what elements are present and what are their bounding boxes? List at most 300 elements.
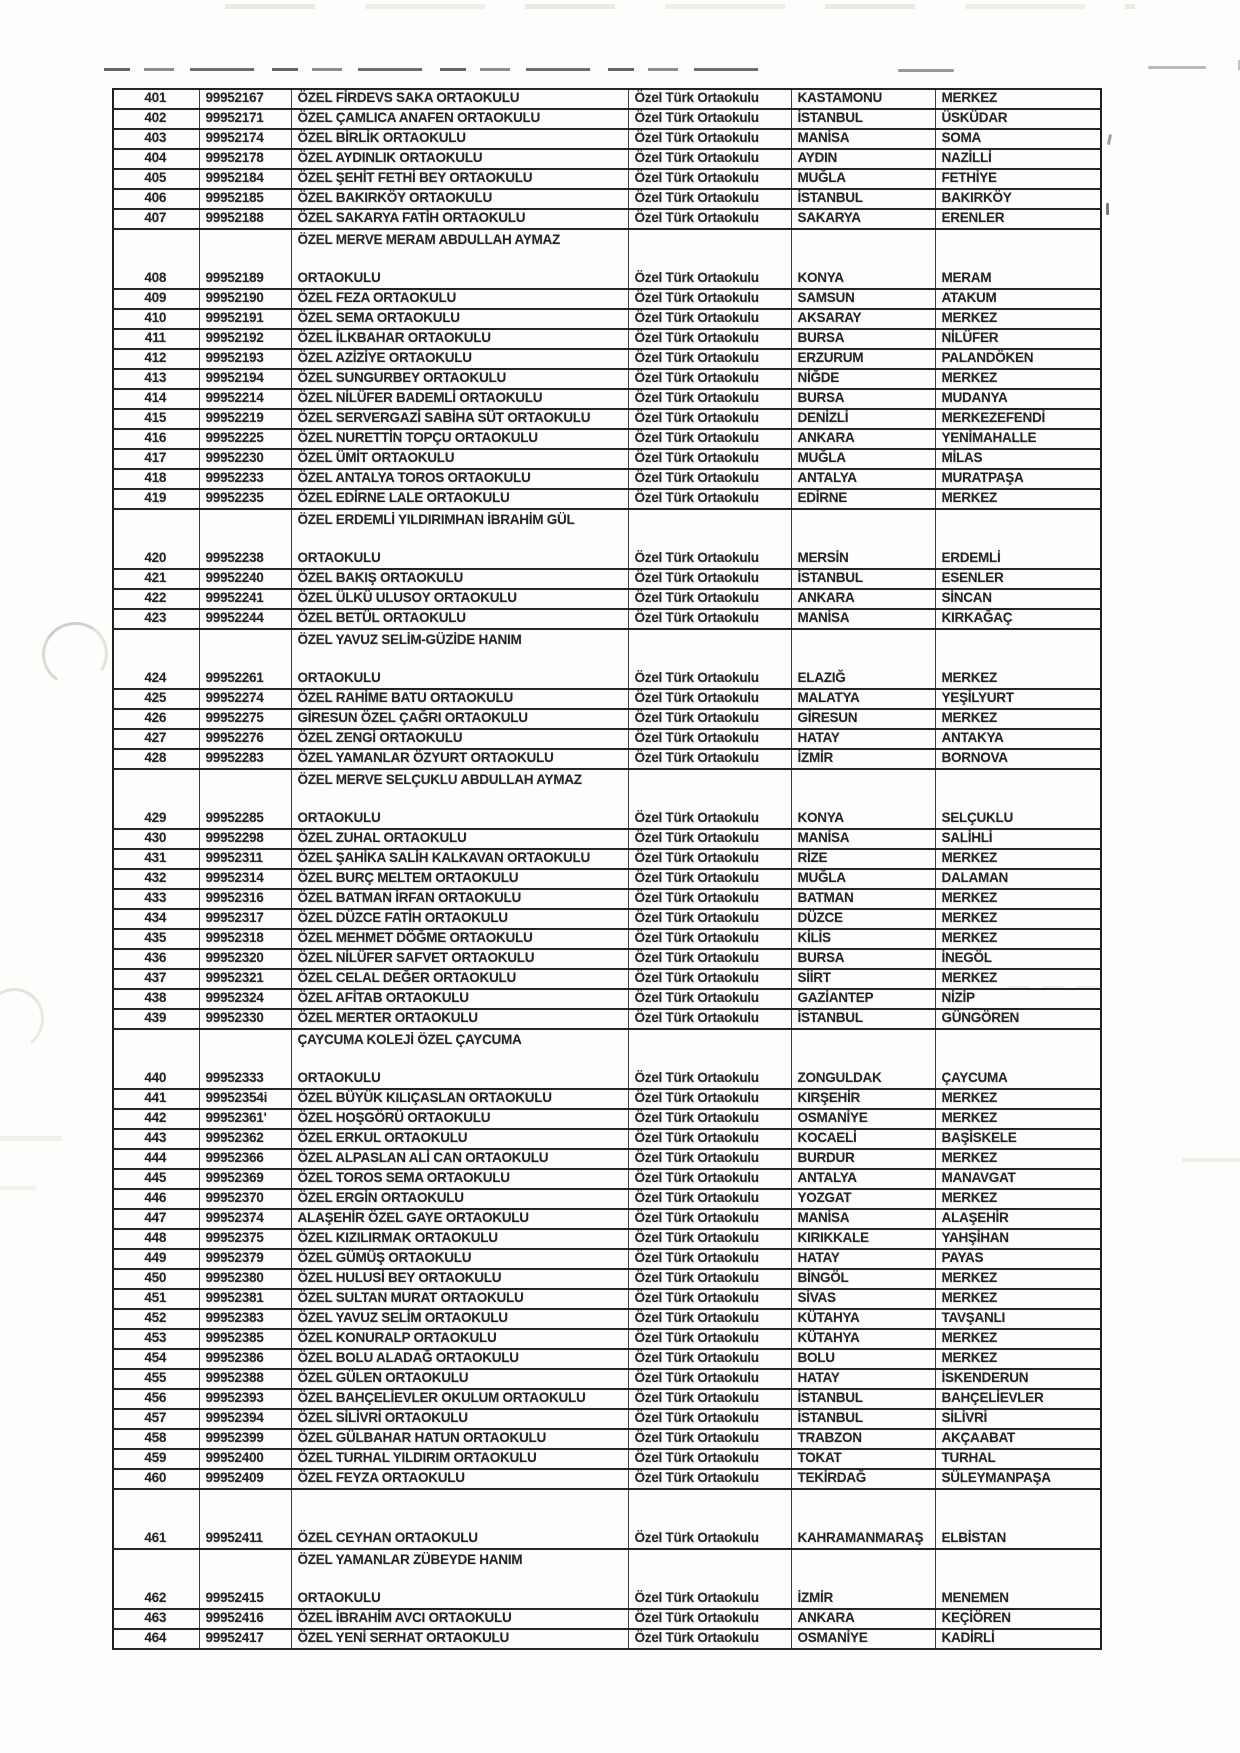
- cell-district: MERKEZ: [935, 1189, 1101, 1209]
- cell-school-name: ÖZEL ERGİN ORTAOKULU: [291, 1189, 628, 1209]
- cell-district: MERKEZ: [935, 309, 1101, 329]
- cell-school-type: Özel Türk Ortaokulu: [628, 369, 791, 389]
- cell-school-id: 99952321: [199, 969, 291, 989]
- cell-district: MENEMEN: [935, 1549, 1101, 1609]
- cell-province: HATAY: [791, 729, 935, 749]
- cell-school-name: ÖZEL EDİRNE LALE ORTAOKULU: [291, 489, 628, 509]
- cell-row-number: 440: [113, 1029, 199, 1089]
- cell-district: SOMA: [935, 129, 1101, 149]
- school-table-body: [113, 89, 1101, 1649]
- cell-row-number: 414: [113, 389, 199, 409]
- cell-row-number: 448: [113, 1229, 199, 1249]
- cell-row-number: 418: [113, 469, 199, 489]
- cell-school-id: 99952244: [199, 609, 291, 629]
- cell-district: AKÇAABAT: [935, 1429, 1101, 1449]
- cell-school-type: Özel Türk Ortaokulu: [628, 889, 791, 909]
- cell-school-type: Özel Türk Ortaokulu: [628, 1349, 791, 1369]
- cell-row-number: 402: [113, 109, 199, 129]
- cell-school-type: Özel Türk Ortaokulu: [628, 469, 791, 489]
- cell-district: NİZİP: [935, 989, 1101, 1009]
- cell-school-type: Özel Türk Ortaokulu: [628, 629, 791, 689]
- cell-school-type: Özel Türk Ortaokulu: [628, 1149, 791, 1169]
- cell-district: MERKEZ: [935, 929, 1101, 949]
- cell-school-id: 99952167: [199, 89, 291, 109]
- cell-school-id: 99952193: [199, 349, 291, 369]
- cell-row-number: 464: [113, 1629, 199, 1649]
- cell-district: MERKEZ: [935, 489, 1101, 509]
- cell-province: KASTAMONU: [791, 89, 935, 109]
- cell-province: MERSİN: [791, 509, 935, 569]
- cell-row-number: 409: [113, 289, 199, 309]
- cell-school-name: ÖZEL MEHMET DÖĞME ORTAOKULU: [291, 929, 628, 949]
- cell-row-number: 406: [113, 189, 199, 209]
- table-row: [113, 489, 1101, 509]
- table-row: [113, 949, 1101, 969]
- cell-province: İZMİR: [791, 1549, 935, 1609]
- cell-row-number: 433: [113, 889, 199, 909]
- cell-province: MUĞLA: [791, 449, 935, 469]
- cell-district: ÜSKÜDAR: [935, 109, 1101, 129]
- table-row: [113, 409, 1101, 429]
- cell-school-type: Özel Türk Ortaokulu: [628, 429, 791, 449]
- cell-school-id: 99952214: [199, 389, 291, 409]
- cell-district: MERKEZ: [935, 969, 1101, 989]
- cell-school-id: 99952240: [199, 569, 291, 589]
- cell-school-type: Özel Türk Ortaokulu: [628, 1249, 791, 1269]
- cell-school-id: 99952233: [199, 469, 291, 489]
- cell-row-number: 424: [113, 629, 199, 689]
- cell-province: RİZE: [791, 849, 935, 869]
- cell-school-id: 99952317: [199, 909, 291, 929]
- cell-school-name: ÖZEL ŞAHİKA SALİH KALKAVAN ORTAOKULU: [291, 849, 628, 869]
- cell-row-number: 455: [113, 1369, 199, 1389]
- cell-school-type: Özel Türk Ortaokulu: [628, 1269, 791, 1289]
- table-row: [113, 1209, 1101, 1229]
- cell-school-type: Özel Türk Ortaokulu: [628, 1329, 791, 1349]
- cell-school-id: 99952330: [199, 1009, 291, 1029]
- cell-school-id: 99952400: [199, 1449, 291, 1469]
- table-row: [113, 729, 1101, 749]
- cell-school-name: ÖZEL BOLU ALADAĞ ORTAOKULU: [291, 1349, 628, 1369]
- cell-province: İZMİR: [791, 749, 935, 769]
- cell-district: ÇAYCUMA: [935, 1029, 1101, 1089]
- cell-province: BOLU: [791, 1349, 935, 1369]
- cell-province: ANKARA: [791, 1609, 935, 1629]
- cell-school-name: ÖZEL ZENGİ ORTAOKULU: [291, 729, 628, 749]
- cell-school-name: ÖZEL BETÜL ORTAOKULU: [291, 609, 628, 629]
- cell-province: SİİRT: [791, 969, 935, 989]
- cell-school-type: Özel Türk Ortaokulu: [628, 849, 791, 869]
- cell-district: SELÇUKLU: [935, 769, 1101, 829]
- cell-row-number: 453: [113, 1329, 199, 1349]
- cell-district: MERKEZ: [935, 369, 1101, 389]
- cell-school-type: Özel Türk Ortaokulu: [628, 1089, 791, 1109]
- cell-district: BAHÇELİEVLER: [935, 1389, 1101, 1409]
- cell-school-type: Özel Türk Ortaokulu: [628, 1009, 791, 1029]
- cell-district: MERKEZ: [935, 889, 1101, 909]
- cell-school-type: Özel Türk Ortaokulu: [628, 289, 791, 309]
- table-row: [113, 149, 1101, 169]
- cell-school-name: ÇAYCUMA KOLEJİ ÖZEL ÇAYCUMA ORTAOKULU: [291, 1029, 628, 1089]
- cell-school-id: 99952362: [199, 1129, 291, 1149]
- cell-district: ERDEMLİ: [935, 509, 1101, 569]
- table-row: [113, 429, 1101, 449]
- table-row: [113, 369, 1101, 389]
- cell-row-number: 434: [113, 909, 199, 929]
- cell-district: SİLİVRİ: [935, 1409, 1101, 1429]
- cell-school-id: 99952324: [199, 989, 291, 1009]
- scan-artifact-dash: [1148, 66, 1206, 69]
- cell-school-name: ÖZEL AFİTAB ORTAOKULU: [291, 989, 628, 1009]
- cell-row-number: 405: [113, 169, 199, 189]
- cell-province: ANTALYA: [791, 469, 935, 489]
- cell-row-number: 415: [113, 409, 199, 429]
- cell-district: YENİMAHALLE: [935, 429, 1101, 449]
- cell-row-number: 413: [113, 369, 199, 389]
- cell-province: SAMSUN: [791, 289, 935, 309]
- cell-row-number: 423: [113, 609, 199, 629]
- cell-province: MANİSA: [791, 1209, 935, 1229]
- cell-school-id: 99952194: [199, 369, 291, 389]
- cell-province: GAZİANTEP: [791, 989, 935, 1009]
- table-row: [113, 1469, 1101, 1489]
- cell-school-name: ÖZEL YAVUZ SELİM-GÜZİDE HANIM ORTAOKULU: [291, 629, 628, 689]
- cell-school-id: 99952320: [199, 949, 291, 969]
- cell-school-name: ÖZEL SUNGURBEY ORTAOKULU: [291, 369, 628, 389]
- cell-row-number: 431: [113, 849, 199, 869]
- cell-school-id: 99952190: [199, 289, 291, 309]
- cell-district: BORNOVA: [935, 749, 1101, 769]
- cell-row-number: 408: [113, 229, 199, 289]
- table-row: [113, 1149, 1101, 1169]
- cell-school-name: ÖZEL ÇAMLICA ANAFEN ORTAOKULU: [291, 109, 628, 129]
- cell-school-type: Özel Türk Ortaokulu: [628, 229, 791, 289]
- cell-school-name: ÖZEL TURHAL YILDIRIM ORTAOKULU: [291, 1449, 628, 1469]
- cell-school-id: 99952417: [199, 1629, 291, 1649]
- cell-row-number: 432: [113, 869, 199, 889]
- cell-district: NAZİLLİ: [935, 149, 1101, 169]
- cell-school-type: Özel Türk Ortaokulu: [628, 489, 791, 509]
- cell-school-type: Özel Türk Ortaokulu: [628, 509, 791, 569]
- cell-school-name: ÖZEL CEYHAN ORTAOKULU: [291, 1489, 628, 1549]
- table-row: [113, 1089, 1101, 1109]
- table-row: [113, 1229, 1101, 1249]
- cell-province: HATAY: [791, 1249, 935, 1269]
- table-row: [113, 129, 1101, 149]
- cell-school-type: Özel Türk Ortaokulu: [628, 169, 791, 189]
- table-row: [113, 1109, 1101, 1129]
- cell-school-type: Özel Türk Ortaokulu: [628, 349, 791, 369]
- table-row: [113, 1289, 1101, 1309]
- cell-row-number: 429: [113, 769, 199, 829]
- scan-artifact-binder-arc: [0, 984, 48, 1054]
- cell-province: BİNGÖL: [791, 1269, 935, 1289]
- cell-school-type: Özel Türk Ortaokulu: [628, 749, 791, 769]
- cell-school-id: 99952235: [199, 489, 291, 509]
- cell-province: GİRESUN: [791, 709, 935, 729]
- cell-province: MANİSA: [791, 129, 935, 149]
- cell-district: MERKEZ: [935, 1349, 1101, 1369]
- cell-district: İSKENDERUN: [935, 1369, 1101, 1389]
- table-row: [113, 1269, 1101, 1289]
- cell-school-name: ÖZEL NİLÜFER BADEMLİ ORTAOKULU: [291, 389, 628, 409]
- cell-school-id: 99952241: [199, 589, 291, 609]
- cell-school-type: Özel Türk Ortaokulu: [628, 1429, 791, 1449]
- cell-row-number: 460: [113, 1469, 199, 1489]
- cell-school-name: ÖZEL RAHİME BATU ORTAOKULU: [291, 689, 628, 709]
- cell-province: KONYA: [791, 229, 935, 289]
- cell-row-number: 437: [113, 969, 199, 989]
- cell-school-name: ÖZEL ÜMİT ORTAOKULU: [291, 449, 628, 469]
- cell-school-type: Özel Türk Ortaokulu: [628, 949, 791, 969]
- cell-school-type: Özel Türk Ortaokulu: [628, 729, 791, 749]
- cell-school-id: 99952333: [199, 1029, 291, 1089]
- cell-district: TAVŞANLI: [935, 1309, 1101, 1329]
- cell-school-name: ÖZEL SERVERGAZİ SABİHA SÜT ORTAOKULU: [291, 409, 628, 429]
- cell-row-number: 417: [113, 449, 199, 469]
- cell-province: MANİSA: [791, 609, 935, 629]
- cell-province: NİĞDE: [791, 369, 935, 389]
- cell-row-number: 401: [113, 89, 199, 109]
- cell-school-id: 99952311: [199, 849, 291, 869]
- table-row: [113, 1609, 1101, 1629]
- cell-province: ZONGULDAK: [791, 1029, 935, 1089]
- table-row: [113, 329, 1101, 349]
- cell-row-number: 439: [113, 1009, 199, 1029]
- cell-province: ANKARA: [791, 429, 935, 449]
- cell-school-name: ÖZEL BÜYÜK KILIÇASLAN ORTAOKULU: [291, 1089, 628, 1109]
- cell-row-number: 449: [113, 1249, 199, 1269]
- cell-province: HATAY: [791, 1369, 935, 1389]
- cell-school-type: Özel Türk Ortaokulu: [628, 1169, 791, 1189]
- cell-district: MERKEZ: [935, 909, 1101, 929]
- cell-school-type: Özel Türk Ortaokulu: [628, 1209, 791, 1229]
- cell-school-name: ÖZEL NİLÜFER SAFVET ORTAOKULU: [291, 949, 628, 969]
- cell-province: YOZGAT: [791, 1189, 935, 1209]
- cell-school-name: ÖZEL ZUHAL ORTAOKULU: [291, 829, 628, 849]
- table-row: [113, 289, 1101, 309]
- table-row: [113, 1389, 1101, 1409]
- cell-school-id: 99952381: [199, 1289, 291, 1309]
- cell-row-number: 441: [113, 1089, 199, 1109]
- scan-artifact-binder-arc: [36, 616, 114, 692]
- cell-school-id: 99952388: [199, 1369, 291, 1389]
- cell-school-name: ÖZEL MERVE MERAM ABDULLAH AYMAZ ORTAOKULU: [291, 229, 628, 289]
- cell-row-number: 462: [113, 1549, 199, 1609]
- cell-school-type: Özel Türk Ortaokulu: [628, 329, 791, 349]
- table-row: [113, 209, 1101, 229]
- cell-school-type: Özel Türk Ortaokulu: [628, 909, 791, 929]
- cell-school-name: ÖZEL ALPASLAN ALİ CAN ORTAOKULU: [291, 1149, 628, 1169]
- cell-school-id: 99952275: [199, 709, 291, 729]
- cell-row-number: 410: [113, 309, 199, 329]
- cell-school-id: 99952314: [199, 869, 291, 889]
- cell-school-name: ÖZEL HULUSİ BEY ORTAOKULU: [291, 1269, 628, 1289]
- cell-school-id: 99952230: [199, 449, 291, 469]
- cell-district: ERENLER: [935, 209, 1101, 229]
- cell-school-type: Özel Türk Ortaokulu: [628, 1469, 791, 1489]
- cell-school-id: 99952219: [199, 409, 291, 429]
- cell-district: KIRKAĞAÇ: [935, 609, 1101, 629]
- cell-district: FETHİYE: [935, 169, 1101, 189]
- cell-district: DALAMAN: [935, 869, 1101, 889]
- cell-school-id: 99952298: [199, 829, 291, 849]
- cell-school-name: ÖZEL GÜLBAHAR HATUN ORTAOKULU: [291, 1429, 628, 1449]
- cell-province: MUĞLA: [791, 869, 935, 889]
- table-row: [113, 109, 1101, 129]
- cell-school-name: ÖZEL ŞEHİT FETHİ BEY ORTAOKULU: [291, 169, 628, 189]
- table-row: [113, 1369, 1101, 1389]
- cell-school-name: ÖZEL KIZILIRMAK ORTAOKULU: [291, 1229, 628, 1249]
- cell-district: ANTAKYA: [935, 729, 1101, 749]
- cell-province: MANİSA: [791, 829, 935, 849]
- table-row: [113, 1169, 1101, 1189]
- cell-district: ELBİSTAN: [935, 1489, 1101, 1549]
- table-row: [113, 469, 1101, 489]
- cell-province: ANTALYA: [791, 1169, 935, 1189]
- cell-school-id: 99952416: [199, 1609, 291, 1629]
- cell-school-name: ÖZEL İLKBAHAR ORTAOKULU: [291, 329, 628, 349]
- cell-province: OSMANİYE: [791, 1109, 935, 1129]
- cell-school-id: 99952383: [199, 1309, 291, 1329]
- cell-school-name: ÖZEL BAKIŞ ORTAOKULU: [291, 569, 628, 589]
- cell-school-type: Özel Türk Ortaokulu: [628, 149, 791, 169]
- cell-district: PAYAS: [935, 1249, 1101, 1269]
- cell-row-number: 445: [113, 1169, 199, 1189]
- cell-row-number: 450: [113, 1269, 199, 1289]
- cell-row-number: 435: [113, 929, 199, 949]
- cell-school-id: 99952379: [199, 1249, 291, 1269]
- table-row: [113, 1309, 1101, 1329]
- cell-school-name: ÖZEL SEMA ORTAOKULU: [291, 309, 628, 329]
- cell-school-type: Özel Türk Ortaokulu: [628, 1549, 791, 1609]
- cell-school-name: ÖZEL YAVUZ SELİM ORTAOKULU: [291, 1309, 628, 1329]
- cell-province: TOKAT: [791, 1449, 935, 1469]
- cell-row-number: 420: [113, 509, 199, 569]
- cell-province: BATMAN: [791, 889, 935, 909]
- cell-school-name: ÖZEL BURÇ MELTEM ORTAOKULU: [291, 869, 628, 889]
- cell-province: TRABZON: [791, 1429, 935, 1449]
- table-row: [113, 609, 1101, 629]
- cell-school-id: 99952415: [199, 1549, 291, 1609]
- cell-school-type: Özel Türk Ortaokulu: [628, 1029, 791, 1089]
- cell-district: GÜNGÖREN: [935, 1009, 1101, 1029]
- cell-province: KIRŞEHİR: [791, 1089, 935, 1109]
- cell-school-name: ÖZEL CELAL DEĞER ORTAOKULU: [291, 969, 628, 989]
- cell-province: İSTANBUL: [791, 109, 935, 129]
- cell-district: NİLÜFER: [935, 329, 1101, 349]
- cell-row-number: 463: [113, 1609, 199, 1629]
- cell-school-type: Özel Türk Ortaokulu: [628, 1609, 791, 1629]
- cell-province: DÜZCE: [791, 909, 935, 929]
- cell-school-type: Özel Türk Ortaokulu: [628, 309, 791, 329]
- table-row: [113, 1409, 1101, 1429]
- cell-district: TURHAL: [935, 1449, 1101, 1469]
- cell-district: MERKEZ: [935, 1289, 1101, 1309]
- cell-school-name: ÖZEL FİRDEVS SAKA ORTAOKULU: [291, 89, 628, 109]
- table-row: [113, 509, 1101, 569]
- cell-school-id: 99952285: [199, 769, 291, 829]
- cell-school-id: 99952385: [199, 1329, 291, 1349]
- cell-school-name: ÖZEL AZİZİYE ORTAOKULU: [291, 349, 628, 369]
- cell-school-type: Özel Türk Ortaokulu: [628, 1109, 791, 1129]
- table-row: [113, 569, 1101, 589]
- cell-school-name: ÖZEL BİRLİK ORTAOKULU: [291, 129, 628, 149]
- cell-row-number: 459: [113, 1449, 199, 1469]
- table-row: [113, 1009, 1101, 1029]
- cell-school-id: 99952171: [199, 109, 291, 129]
- cell-district: MERKEZ: [935, 1109, 1101, 1129]
- cell-school-name: GİRESUN ÖZEL ÇAĞRI ORTAOKULU: [291, 709, 628, 729]
- cell-school-type: Özel Türk Ortaokulu: [628, 1409, 791, 1429]
- cell-school-id: 99952318: [199, 929, 291, 949]
- cell-province: İSTANBUL: [791, 189, 935, 209]
- cell-row-number: 428: [113, 749, 199, 769]
- cell-school-id: 99952369: [199, 1169, 291, 1189]
- scan-artifact-smudge: [1182, 1158, 1240, 1162]
- cell-district: SALİHLİ: [935, 829, 1101, 849]
- cell-row-number: 404: [113, 149, 199, 169]
- cell-school-name: ÖZEL SAKARYA FATİH ORTAOKULU: [291, 209, 628, 229]
- table-row: [113, 689, 1101, 709]
- table-row: [113, 1629, 1101, 1649]
- cell-school-type: Özel Türk Ortaokulu: [628, 1129, 791, 1149]
- cell-district: MERKEZ: [935, 849, 1101, 869]
- cell-district: MERKEZ: [935, 1149, 1101, 1169]
- cell-school-type: Özel Türk Ortaokulu: [628, 89, 791, 109]
- cell-province: BURSA: [791, 329, 935, 349]
- cell-school-id: 99952238: [199, 509, 291, 569]
- cell-school-name: ÖZEL AYDINLIK ORTAOKULU: [291, 149, 628, 169]
- cell-school-id: 99952366: [199, 1149, 291, 1169]
- cell-school-name: ÖZEL FEZA ORTAOKULU: [291, 289, 628, 309]
- cell-district: KADİRLİ: [935, 1629, 1101, 1649]
- cell-district: PALANDÖKEN: [935, 349, 1101, 369]
- cell-school-name: ÖZEL DÜZCE FATİH ORTAOKULU: [291, 909, 628, 929]
- cell-school-name: ÖZEL FEYZA ORTAOKULU: [291, 1469, 628, 1489]
- cell-row-number: 457: [113, 1409, 199, 1429]
- cell-school-name: ÖZEL GÜMÜŞ ORTAOKULU: [291, 1249, 628, 1269]
- cell-school-type: Özel Türk Ortaokulu: [628, 769, 791, 829]
- cell-row-number: 419: [113, 489, 199, 509]
- table-row: [113, 889, 1101, 909]
- cell-row-number: 447: [113, 1209, 199, 1229]
- cell-school-name: ÖZEL SULTAN MURAT ORTAOKULU: [291, 1289, 628, 1309]
- cell-row-number: 416: [113, 429, 199, 449]
- table-row: [113, 229, 1101, 289]
- cell-school-id: 99952380: [199, 1269, 291, 1289]
- cell-school-name: ÖZEL BAHÇELİEVLER OKULUM ORTAOKULU: [291, 1389, 628, 1409]
- table-row: [113, 709, 1101, 729]
- cell-row-number: 422: [113, 589, 199, 609]
- cell-school-type: Özel Türk Ortaokulu: [628, 929, 791, 949]
- cell-school-name: ÖZEL ERKUL ORTAOKULU: [291, 1129, 628, 1149]
- cell-school-id: 99952386: [199, 1349, 291, 1369]
- table-row: [113, 1029, 1101, 1089]
- cell-province: OSMANİYE: [791, 1629, 935, 1649]
- cell-row-number: 456: [113, 1389, 199, 1409]
- cell-row-number: 421: [113, 569, 199, 589]
- cell-school-type: Özel Türk Ortaokulu: [628, 569, 791, 589]
- cell-district: MUDANYA: [935, 389, 1101, 409]
- scan-artifact-dashed-line: [104, 68, 769, 71]
- cell-school-type: Özel Türk Ortaokulu: [628, 709, 791, 729]
- cell-district: MERAM: [935, 229, 1101, 289]
- cell-district: BAŞİSKELE: [935, 1129, 1101, 1149]
- cell-row-number: 436: [113, 949, 199, 969]
- cell-district: MANAVGAT: [935, 1169, 1101, 1189]
- scan-artifact-smudge: [0, 1136, 62, 1141]
